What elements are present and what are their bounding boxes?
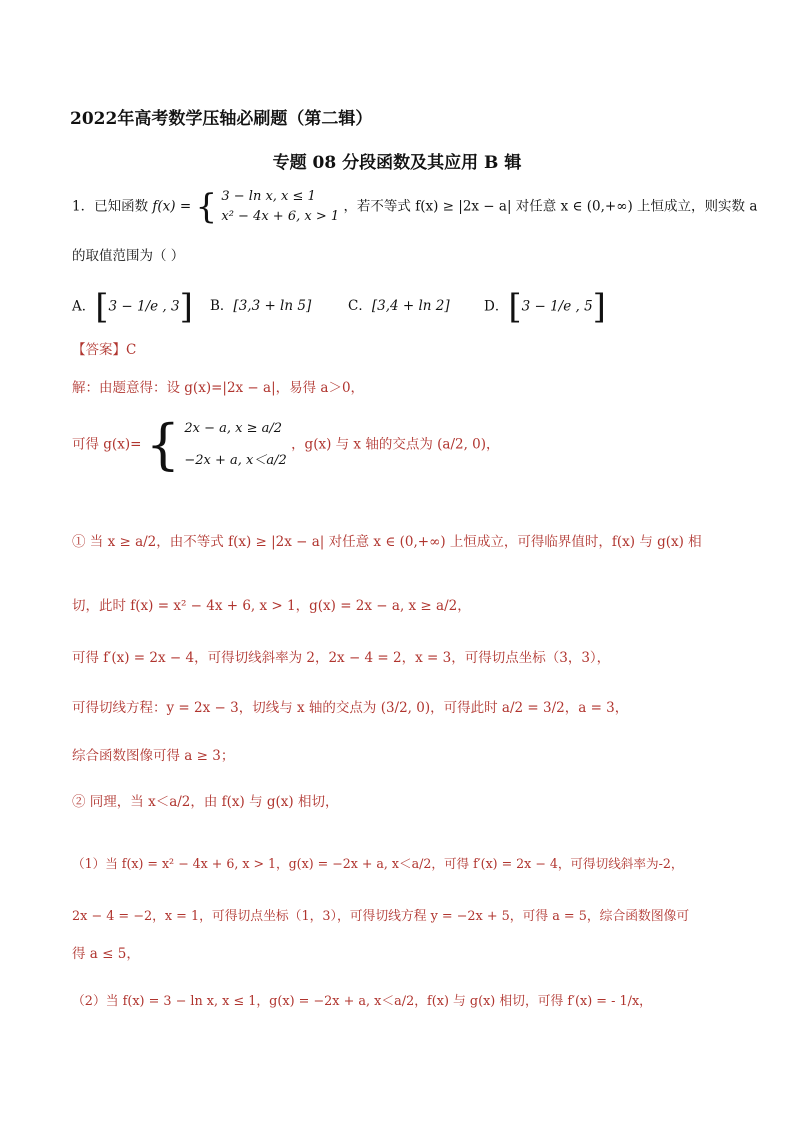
g-case-2: −2x + a, x＜a/2: [184, 453, 287, 468]
brace-symbol: {: [195, 187, 218, 227]
option-d-value: 3 − 1/e , 5: [521, 298, 593, 315]
option-c-label: C．: [348, 298, 372, 314]
page-subtitle: 专题 08 分段函数及其应用 B 辑: [272, 153, 522, 173]
brace-symbol: {: [145, 413, 181, 476]
f-case-2: x² − 4x + 6, x > 1: [221, 209, 340, 224]
option-b: [210, 294, 311, 314]
f-case-1: 3 − ln x, x ≤ 1: [221, 189, 316, 204]
answer-label: 【答案】: [72, 342, 126, 358]
solution-line-8: ② 同理，当 x＜a/2，由 f(x) 与 g(x) 相切，: [72, 794, 339, 810]
f-definition: f(x) =: [152, 198, 192, 215]
option-a-label: A．: [72, 298, 96, 315]
option-a: A．[3 − 1/e , 3]: [72, 287, 193, 327]
solution-line-2: [72, 413, 500, 476]
solution-line-1: 解：由题意得：设 g(x)=|2x − a|，易得 a＞0，: [72, 380, 365, 396]
solution-line-11: 得 a ≤ 5，: [72, 946, 140, 962]
option-c-value: [3,4 + ln 2]: [371, 298, 450, 314]
option-d: D．[3 − 1/e , 5]: [484, 287, 606, 327]
g-case-1: 2x − a, x ≥ a/2: [184, 421, 283, 436]
solution-line-7: 综合函数图像可得 a ≥ 3；: [72, 748, 235, 764]
problem-condition: ，若不等式 f(x) ≥ |2x − a| 对任意 x ∈ (0,+∞) 上恒成立，则实数 a: [343, 198, 758, 215]
f-cases: [221, 187, 339, 227]
solution-line-5: 可得 f′(x) = 2x − 4，可得切线斜率为 2，2x − 4 = 2，x = 3，可得切点坐标（3，3），: [72, 650, 611, 666]
solution-line-6: 可得切线方程：y = 2x − 3，切线与 x 轴的交点为 (3/2, 0)，可得此时 a/2 = 3/2，a = 3，: [72, 700, 629, 716]
answer-value: C: [126, 342, 137, 358]
solution-line-9: （1）当 f(x) = x² − 4x + 6, x > 1，g(x) = −2x + a, x＜a/2，可得 f′(x) = 2x − 4，可得切线斜率为-2，: [72, 856, 684, 871]
g-definition: 可得 g(x)=: [72, 436, 142, 453]
solution-line-3: ① 当 x ≥ a/2，由不等式 f(x) ≥ |2x − a| 对任意 x ∈ (0,+∞) 上恒成立，可得临界值时，f(x) 与 g(x) 相: [72, 534, 702, 550]
option-d-label: D．: [484, 298, 509, 315]
solution-line-12: （2）当 f(x) = 3 − ln x, x ≤ 1，g(x) = −2x + a, x＜a/2，f(x) 与 g(x) 相切，可得 f′(x) = - 1/x，: [72, 994, 652, 1009]
solution-line-10: 2x − 4 = −2，x = 1，可得切点坐标（1，3），可得切线方程 y = −2x + 5，可得 a = 5，综合函数图像可: [72, 909, 690, 924]
g-intersection: ，g(x) 与 x 轴的交点为 (a/2, 0)，: [291, 436, 500, 453]
option-c: [348, 294, 450, 314]
option-b-label: B．: [210, 298, 234, 314]
option-a-value: 3 − 1/e , 3: [108, 298, 180, 315]
g-cases: [184, 419, 286, 471]
answer: [72, 340, 136, 360]
problem-line-2: 的取值范围为（ ）: [72, 248, 185, 264]
solution-line-4: 切，此时 f(x) = x² − 4x + 6, x > 1，g(x) = 2x − a, x ≥ a/2，: [72, 598, 471, 614]
problem-number: 1．已知函数: [72, 198, 149, 215]
page-title: 2022年高考数学压轴必刷题（第二辑）: [70, 109, 373, 129]
option-b-value: [3,3 + ln 5]: [233, 298, 312, 314]
problem-statement: [72, 187, 757, 227]
